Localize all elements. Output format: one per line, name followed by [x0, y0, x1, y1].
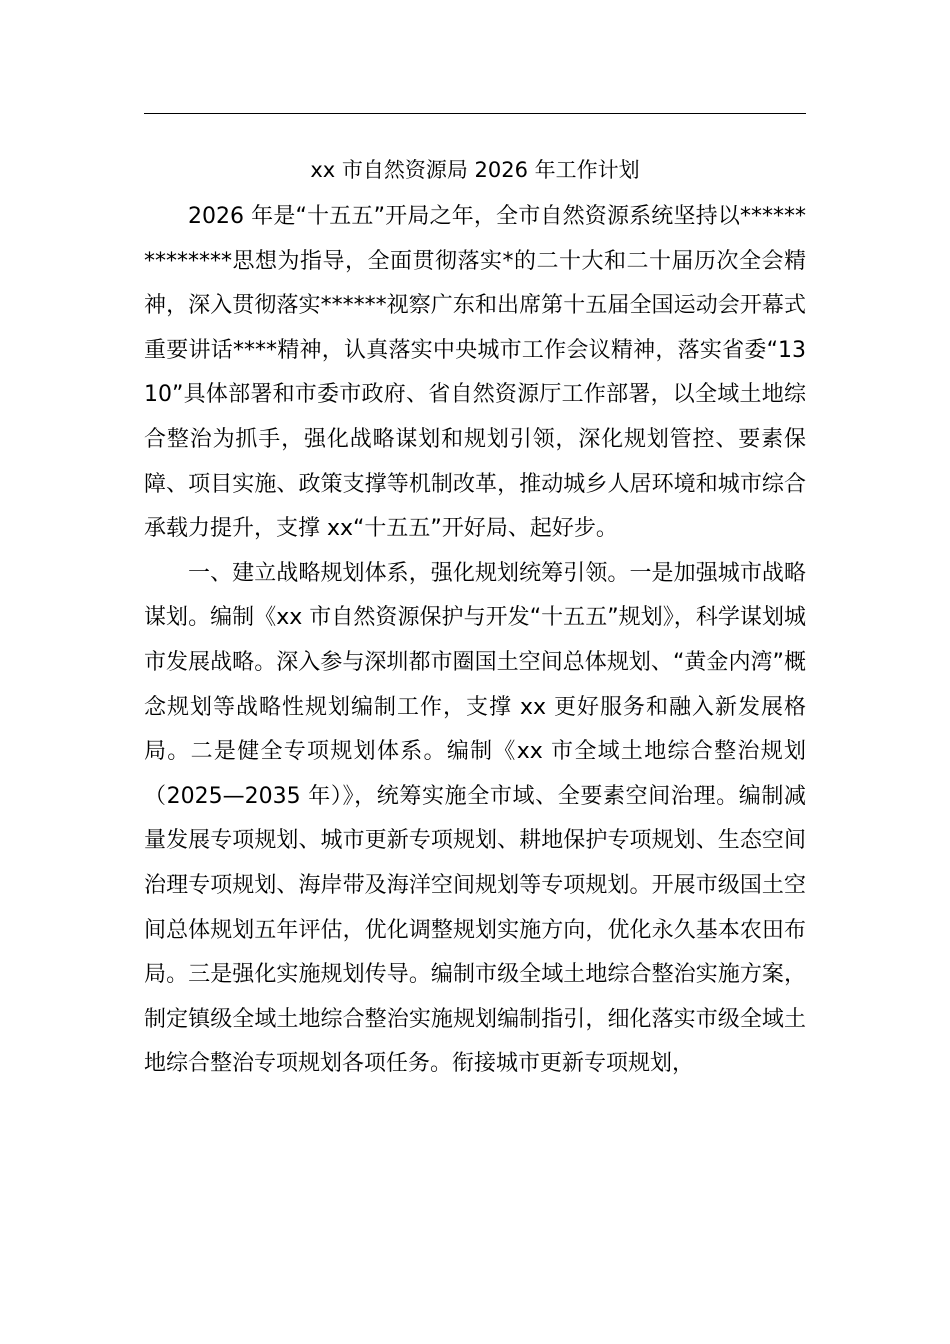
- header-rule: [144, 113, 806, 114]
- document-body: [144, 195, 806, 1087]
- paragraph-intro: 2026 年是“十五五”开局之年，全市自然资源系统坚持以**************思想为指导，全面贯彻落实*的二十大和二十届历次全会精神，深入贯彻落实******视察广东和出席第十五届全国运动会开幕式重要讲话****精神，认真落实中央城市工作会议精神，落实省委“1310”具体部署和市委市政府、省自然资源厅工作部署，以全域土地综合整治为抓手，强化战略谋划和规划引领，深化规划管控、要素保障、项目实施、政策支撑等机制改革，推动城乡人居环境和城市综合承载力提升，支撑 xx“十五五”开好局、起好步。: [144, 204, 806, 542]
- document-title: xx 市自然资源局 2026 年工作计划: [310, 158, 640, 182]
- paragraph-section-1: 一、建立战略规划体系，强化规划统筹引领。一是加强城市战略谋划。编制《xx 市自然资源保护与开发“十五五”规划》，科学谋划城市发展战略。深入参与深圳都市圈国土空间总体规划、“黄金内湾”概念规划等战略性规划编制工作，支撑 xx 更好服务和融入新发展格局。二是健全专项规划体系。编制《xx 市全域土地综合整治规划（2025—2035 年）》，统筹实施全市域、全要素空间治理。编制减量发展专项规划、城市更新专项规划、耕地保护专项规划、生态空间治理专项规划、海岸带及海洋空间规划等专项规划。开展市级国土空间总体规划五年评估，优化调整规划实施方向，优化永久基本农田布局。三是强化实施规划传导。编制市级全域土地综合整治实施方案，制定镇级全域土地综合整治实施规划编制指引，细化落实市级全域土地综合整治专项规划各项任务。衔接城市更新专项规划，: [144, 560, 806, 1077]
